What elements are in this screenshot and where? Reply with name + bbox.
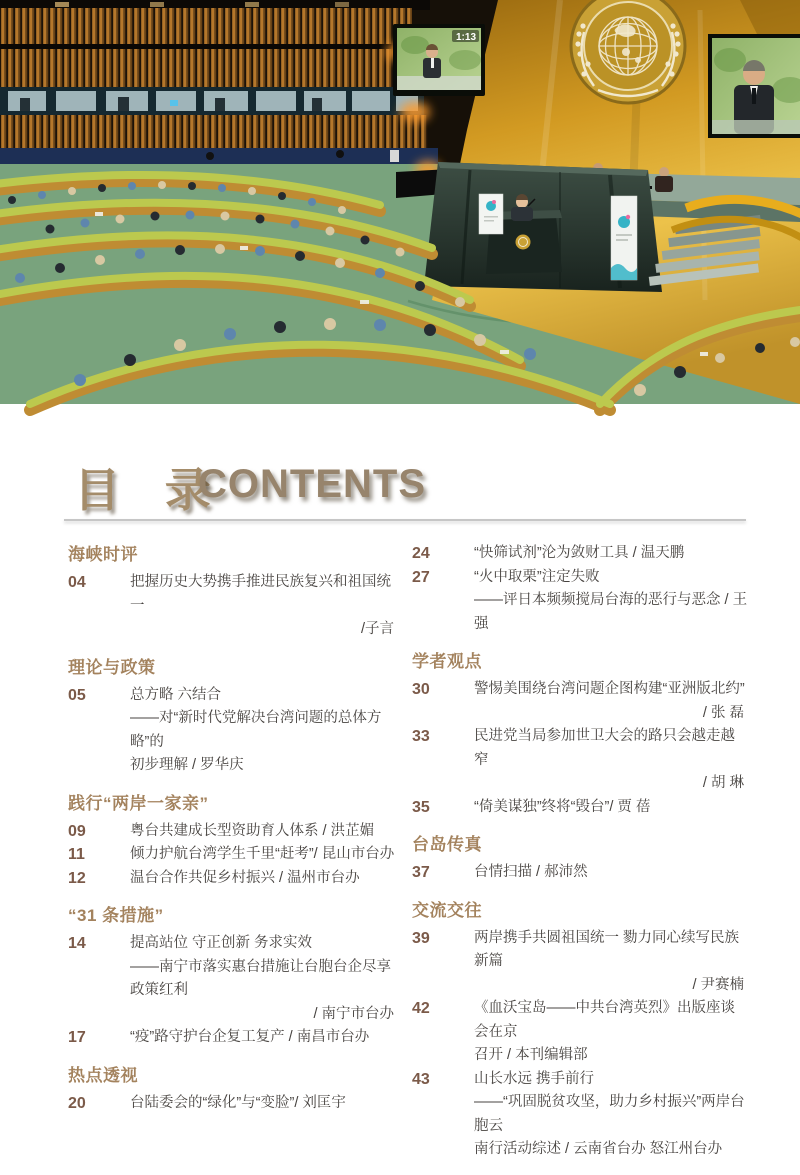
toc-entry: [412, 1068, 748, 1162]
toc-entry: [68, 820, 398, 844]
page-number: 24: [412, 545, 430, 562]
toc-section: [412, 542, 748, 636]
toc-entry: [412, 725, 748, 796]
page-number: [68, 1003, 130, 1027]
page-title-english: CONTENTS: [198, 462, 426, 506]
article-title: 温台合作共促乡村振兴 / 温州市台办: [130, 869, 360, 886]
page-number: [68, 754, 130, 778]
page-number: 17: [68, 1029, 86, 1046]
page-number: 42: [412, 1000, 430, 1017]
toc-entry: [412, 927, 748, 998]
page-number: 33: [412, 728, 430, 745]
toc-columns: [68, 542, 748, 1175]
article-title: “火中取栗”注定失败: [474, 568, 600, 585]
article-title: “倚美谋独”终将“毁台”/ 贾 蓓: [474, 798, 651, 815]
toc-entry: [412, 566, 748, 637]
page-number: [412, 974, 474, 998]
page-number: 20: [68, 1094, 86, 1112]
page-number: 35: [412, 798, 430, 816]
toc-section: [412, 832, 748, 885]
article-title: 山长水远 携手前行: [474, 1070, 595, 1087]
section-heading: 践行“两岸一家亲”: [68, 793, 209, 813]
toc-section: [68, 1063, 398, 1116]
right-video-screen: [708, 34, 800, 138]
toc-entry: [68, 932, 398, 1026]
page-number: 09: [68, 822, 86, 840]
section-heading: 热点透视: [68, 1065, 138, 1085]
toc-entry: [68, 867, 398, 891]
page-number: 43: [412, 1070, 430, 1088]
page-number: [412, 702, 474, 726]
toc-entry: [412, 796, 748, 820]
article-title: 台陆委会的“绿化”与“变脸”/ 刘匡宇: [130, 1094, 346, 1111]
article-subline: / 南宁市台办: [313, 1005, 394, 1022]
article-subline: /子言: [360, 621, 394, 637]
toc-entry: [412, 542, 748, 566]
toc-entry: [68, 684, 398, 778]
page-number: [412, 772, 474, 796]
toc-entry: [412, 678, 748, 725]
toc-entry: [68, 571, 398, 642]
article-title: 把握历史大势携手推进民族复兴和祖国统一: [130, 574, 391, 614]
toc-section: [68, 903, 398, 1050]
page-number: 05: [68, 686, 86, 704]
article-subline: / 尹赛楠: [692, 976, 744, 993]
section-heading: 理论与政策: [68, 657, 156, 677]
article-title: 警惕美围绕台湾问题企图构建“亚洲版北约”: [474, 681, 745, 697]
page-number: [412, 1091, 474, 1138]
page-number: [412, 1138, 474, 1162]
article-title: 民进党当局参加世卫大会的路只会越走越窄: [474, 728, 735, 768]
toc-entry: [68, 843, 398, 867]
page-number: 39: [412, 929, 430, 947]
page-number: [68, 956, 130, 1003]
toc-entry: [412, 861, 748, 885]
un-assembly-photo: [0, 0, 800, 404]
article-title: 提高站位 守正创新 务求实效: [130, 935, 313, 951]
section-heading: “31 条措施”: [68, 906, 164, 925]
page-number: 04: [68, 574, 86, 591]
page-number: [68, 707, 130, 754]
page-number: 37: [412, 864, 430, 881]
article-subline: 召开 / 本刊编辑部: [474, 1047, 588, 1063]
article-title: 粤台共建成长型资助育人体系 / 洪芷媚: [130, 822, 375, 839]
article-title: 《血沃宝岛——中共台湾英烈》出版座谈会在京: [474, 1000, 735, 1040]
article-subline: 南行活动综述 / 云南省台办 怒江州台办: [474, 1141, 723, 1157]
article-title: 倾力护航台湾学生千里“赶考”/ 昆山市台办: [130, 846, 395, 862]
toc-section: [68, 655, 398, 778]
section-heading: 台岛传真: [412, 835, 482, 854]
article-subline: ——评日本频频搅局台海的恶行与恶念 / 王 强: [474, 592, 748, 632]
left-video-screen: [393, 24, 485, 96]
article-title: 台情扫描 / 郝沛然: [474, 864, 588, 880]
toc-section: [412, 649, 748, 819]
article-subline: / 张 磊: [702, 704, 744, 721]
toc-entry: [412, 997, 748, 1068]
toc-section: [68, 542, 398, 642]
page-number: 12: [68, 869, 86, 887]
page-number: [412, 589, 474, 636]
toc-column-right: [412, 542, 748, 1175]
article-title: 总方略 六结合: [130, 686, 222, 703]
page-title-chinese: 目 录: [74, 464, 227, 516]
section-heading: 交流交往: [412, 900, 482, 920]
article-title: 两岸携手共圆祖国统一 勠力同心续写民族新篇: [474, 929, 740, 969]
section-heading: 海峡时评: [68, 545, 138, 564]
toc-entry: [68, 1092, 398, 1116]
page-number: 30: [412, 681, 430, 698]
page-number: [68, 618, 130, 642]
article-subline: ——对“新时代党解决台湾问题的总体方略”的: [130, 710, 382, 750]
article-subline: ——“巩固脱贫攻坚，助力乡村振兴”两岸台胞云: [474, 1094, 745, 1134]
toc-section: [412, 898, 748, 1162]
page-number: 11: [68, 846, 85, 863]
page-number: 27: [412, 568, 430, 586]
toc-section: [68, 791, 398, 891]
title-divider: [64, 519, 746, 521]
article-title: “快筛试剂”沦为敛财工具 / 温天鹏: [474, 545, 685, 561]
toc-column-left: [68, 542, 398, 1175]
balcony-structure: [0, 0, 438, 164]
article-subline: ——南宁市落实惠台措施让台胞台企尽享政策红利: [130, 958, 391, 998]
article-title: “疫”路守护台企复工复产 / 南昌市台办: [130, 1029, 370, 1045]
article-subline: 初步理解 / 罗华庆: [130, 757, 244, 773]
un-emblem-icon: [571, 0, 685, 103]
section-heading: 学者观点: [412, 652, 482, 671]
toc-entry: [68, 1026, 398, 1050]
page-number: 14: [68, 935, 86, 952]
article-subline: / 胡 琳: [702, 775, 744, 791]
speech-timer: 1:13: [455, 32, 476, 43]
page-number: [412, 1044, 474, 1068]
